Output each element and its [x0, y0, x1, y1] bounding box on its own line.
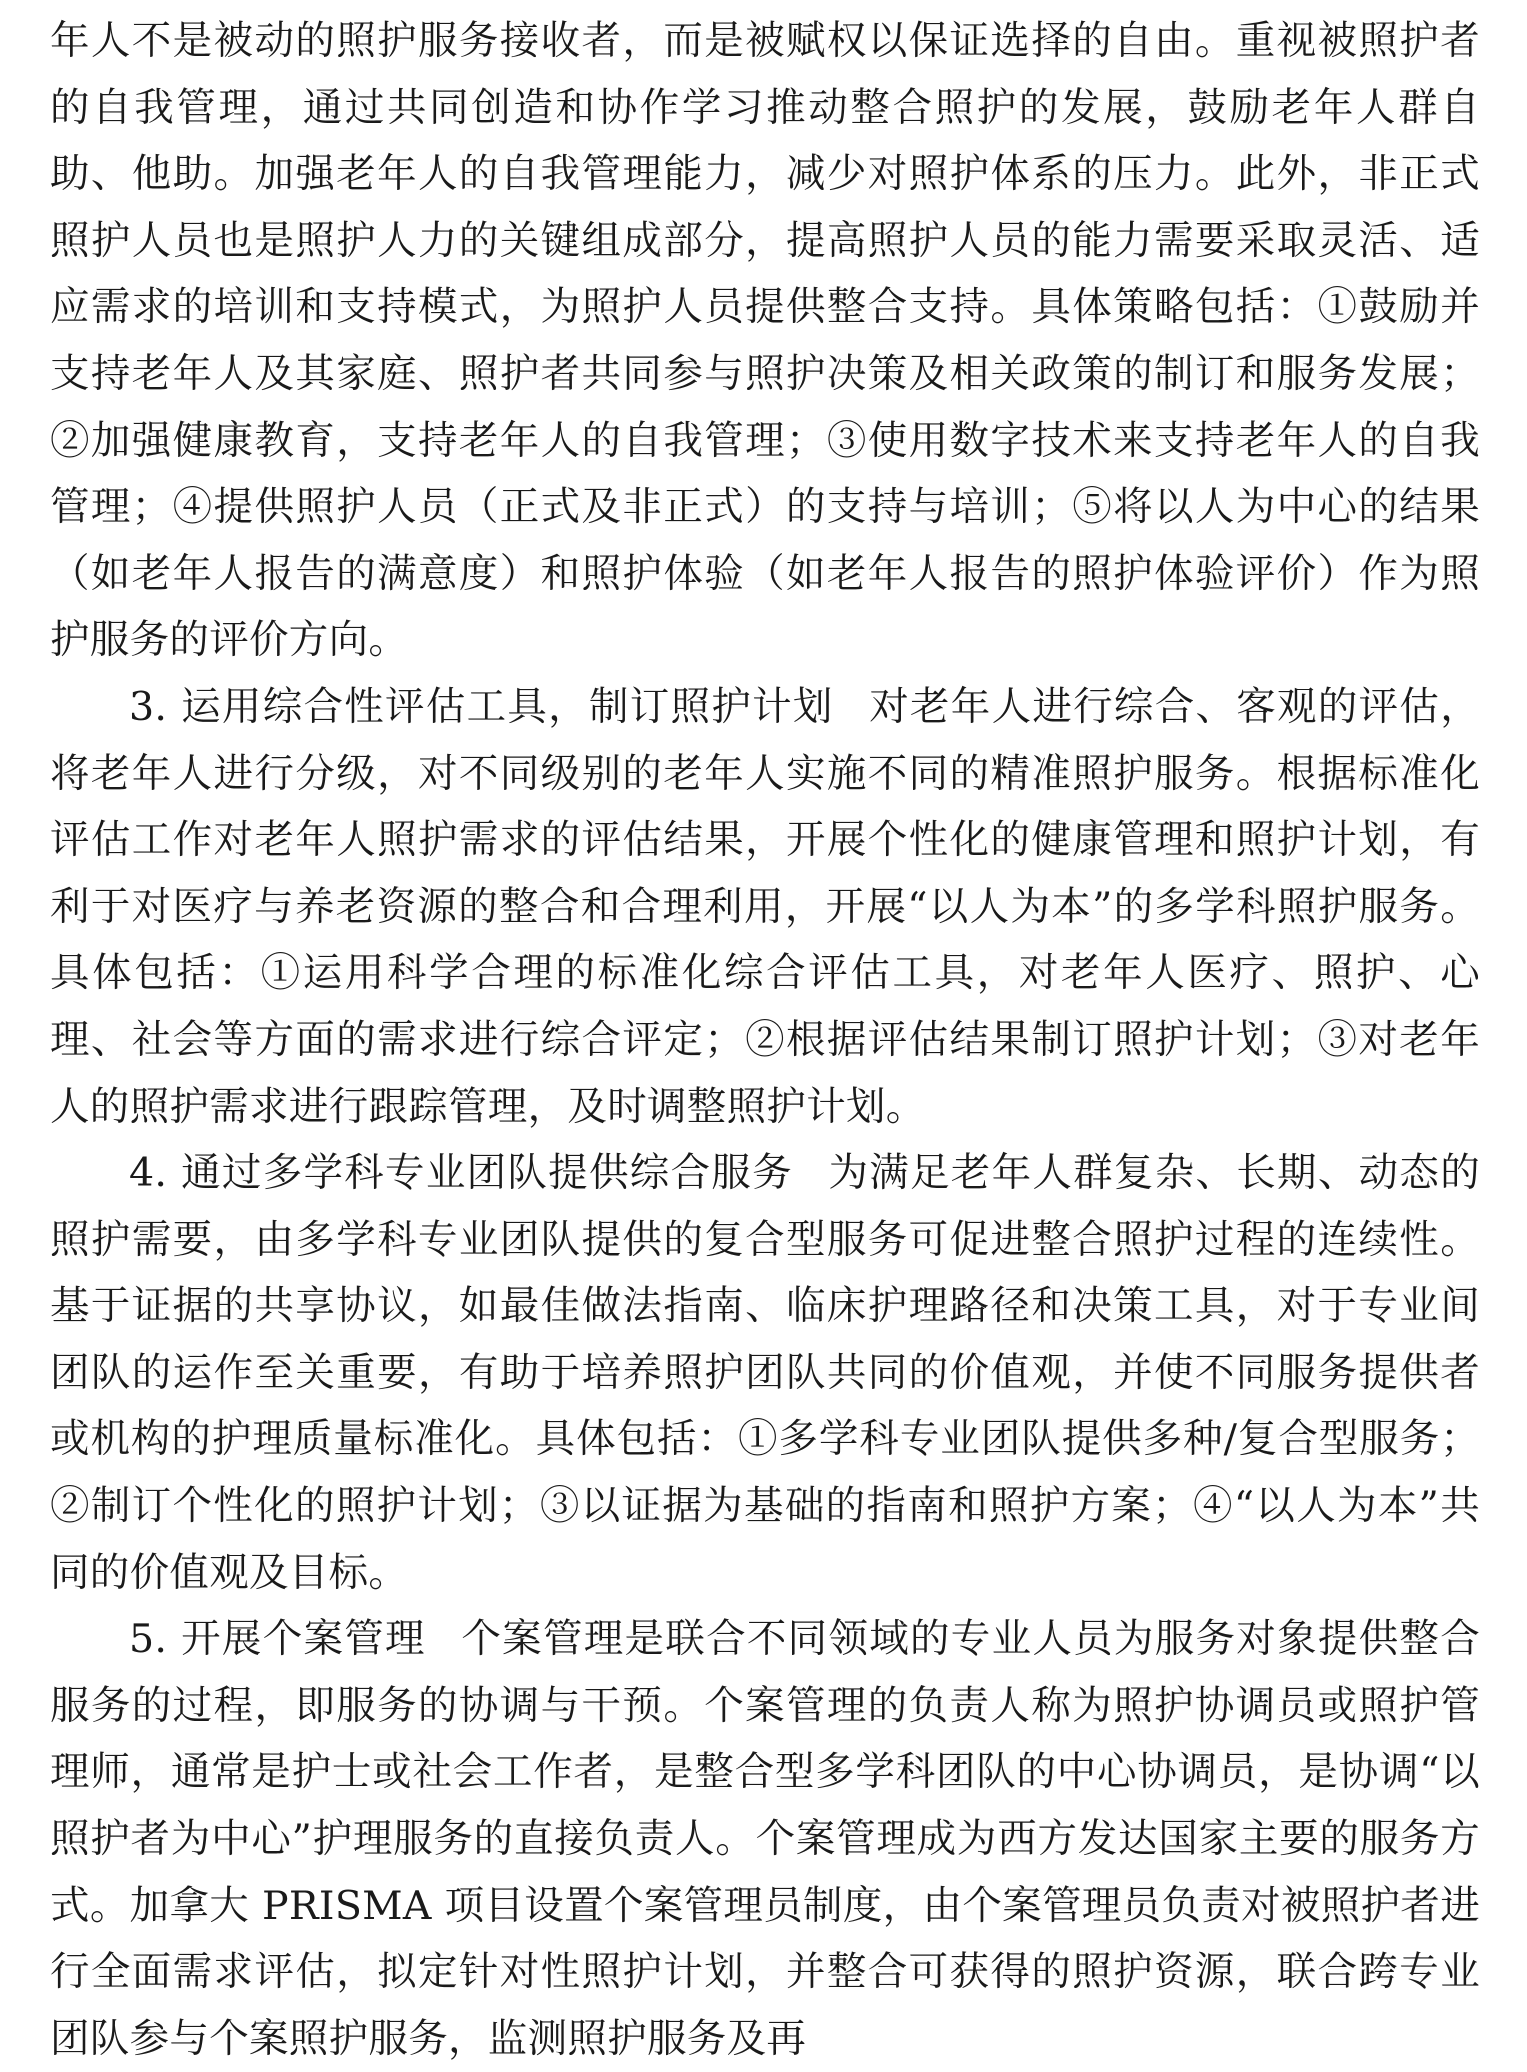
section-5-heading: 5. 开展个案管理	[129, 1616, 426, 1663]
paragraph-1-text: 年人不是被动的照护服务接收者，而是被赋权以保证选择的自由。重视被照护者的自我管理，通过共同创造和协作学习推动整合照护的发展，鼓励老年人群自助、他助。加强老年人的自我管理能力，减少对照护体系的压力。此外，非正式照护人员也是照护人力的关键组成部分，提高照护人员的能力需要采取灵活、适应需求的培训和支持模式，为照护人员提供整合支持。具体策略包括：①鼓励并支持老年人及其家庭、照护者共同参与照护决策及相关政策的制订和服务发展；②加强健康教育，支持老年人的自我管理；③使用数字技术来支持老年人的自我管理；④提供照护人员（正式及非正式）的支持与培训；⑤将以人为中心的结果（如老年人报告的满意度）和照护体验（如老年人报告的照护体验评价）作为照护服务的评价方向。	[50, 18, 1480, 664]
paragraph-1	[50, 8, 1480, 674]
paragraph-3	[50, 1140, 1480, 1606]
section-3-heading: 3. 运用综合性评估工具，制订照护计划	[129, 683, 834, 730]
paragraph-3-text: 为满足老年人群复杂、长期、动态的照护需要，由多学科专业团队提供的复合型服务可促进整合照护过程的连续性。基于证据的共享协议，如最佳做法指南、临床护理路径和决策工具，对于专业间团队的运作至关重要，有助于培养照护团队共同的价值观，并使不同服务提供者或机构的护理质量标准化。具体包括：①多学科专业团队提供多种/复合型服务；②制订个性化的照护计划；③以证据为基础的指南和照护方案；④“以人为本”共同的价值观及目标。	[50, 1150, 1480, 1596]
section-4-heading: 4. 通过多学科专业团队提供综合服务	[129, 1150, 793, 1197]
document-page	[50, 8, 1480, 2072]
paragraph-2-text: 对老年人进行综合、客观的评估，将老年人进行分级，对不同级别的老年人实施不同的精准照护服务。根据标准化评估工作对老年人照护需求的评估结果，开展个性化的健康管理和照护计划，有利于对医疗与养老资源的整合和合理利用，开展“以人为本”的多学科照护服务。具体包括：①运用科学合理的标准化综合评估工具，对老年人医疗、照护、心理、社会等方面的需求进行综合评定；②根据评估结果制订照护计划；③对老年人的照护需求进行跟踪管理，及时调整照护计划。	[50, 683, 1480, 1130]
paragraph-4-text: 个案管理是联合不同领域的专业人员为服务对象提供整合服务的过程，即服务的协调与干预。个案管理的负责人称为照护协调员或照护管理师，通常是护士或社会工作者，是整合型多学科团队的中心协调员，是协调“以照护者为中心”护理服务的直接负责人。个案管理成为西方发达国家主要的服务方式。加拿大 PRISMA 项目设置个案管理员制度，由个案管理员负责对被照护者进行全面需求评估，拟定针对性照护计划，并整合可获得的照护资源，联合跨专业团队参与个案照护服务，监测照护服务及再	[50, 1616, 1481, 2062]
paragraph-2	[50, 674, 1480, 1140]
paragraph-4	[50, 1606, 1480, 2072]
